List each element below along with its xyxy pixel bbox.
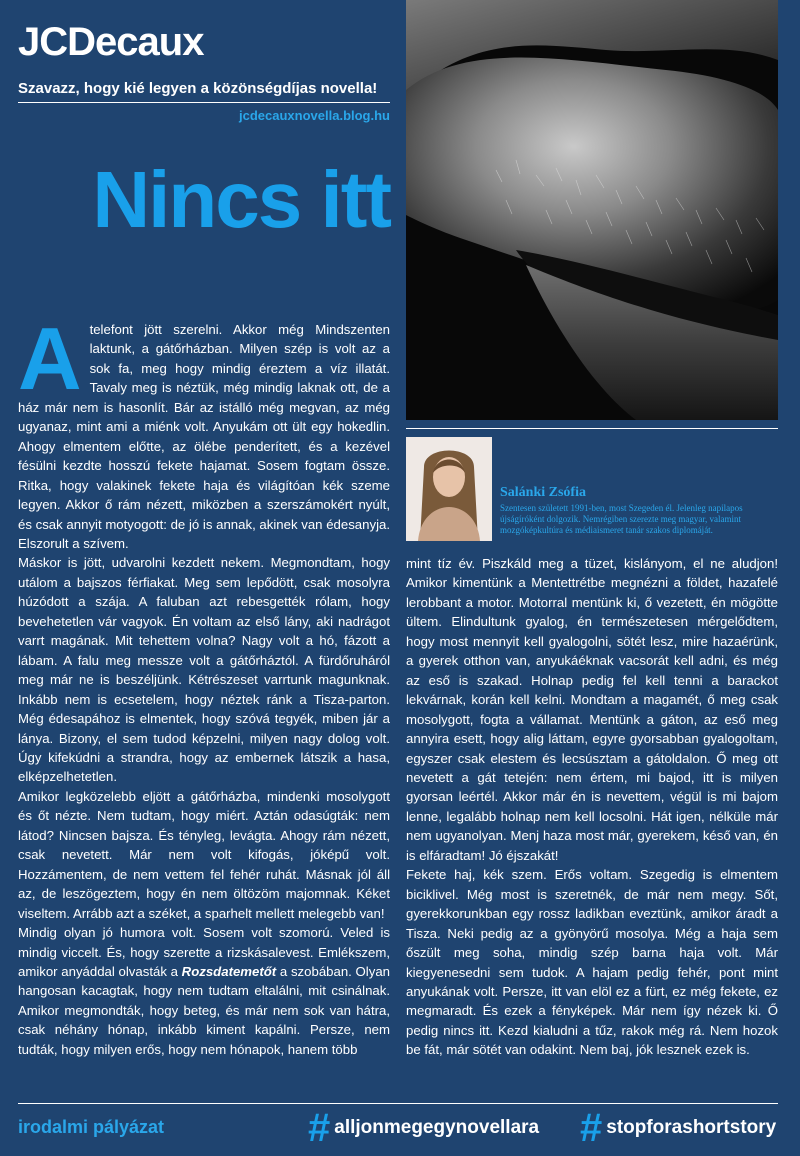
story-paragraph: Fekete haj, kék szem. Erős voltam. Szegedig is elmentem biciklivel. Még most is szeretnék, de már nem megy. Sőt, gyerekkorunkban egy rossz ladikban eveztünk, amikor áradt a Tisza. Neki pedig az a gyönyörű mosolya. Még a haja sem őszült meg soha, mindig szép barna haja volt. Már kiegyenesedni sem tudok. A hajam pedig fehér, pont mint anyukának volt. Persze, itt van elöl ez a fürt, ez még fekete, ez megmaradt. És ezek a fényképek. Már nem így nézek ki. Ő pedig nincs itt. Kezd kialudni a tűz, rakok még rá. Nem hozok be fát, már sötét van odakint. Nem baj, jók lesznek ezek is. bbox=[406, 867, 778, 1058]
author-box bbox=[406, 437, 778, 541]
story-column-left bbox=[18, 309, 390, 1059]
hashtag-text: alljonmegegynovellara bbox=[334, 1117, 540, 1138]
story-text: telefont jött szerelni. Akkor még Mindszenten laktunk, a gátőrházban. Milyen szép is volt az a sok fa, meg hogy mindig éreztem a víz illatát. Tavaly meg is néztük, még mindig laknak ott, de a ház már nem is hasonlít. Bár az istálló még megvan, az még ugyanaz, mint ami a miénk volt. Anyukám ott ült egy hokedlin. Ahogy elmentem előtte, az ölébe penderített, és a kezével fésülni kezdte hosszú fekete hajamat. Sosem fogtam össze. Ritka, hogy valakinek fekete haja és világítóan kék szeme legyen. Akkor ő rám nézett, miközben a szerszámokért nyúlt, és csak annyit motyogott: de jó is annak, akinek van édesanyja. Elszorult a szívem. bbox=[18, 322, 390, 551]
hash-icon: # bbox=[308, 1106, 331, 1150]
hashtag-text: stopforashortstory bbox=[606, 1117, 777, 1138]
author-name: Salánki Zsófia bbox=[500, 485, 586, 500]
story-paragraph: mint tíz év. Piszkáld meg a tüzet, kislányom, el ne aludjon! Amikor kimentünk a Mentettrétbe megnézni a földet, hazafelé lerobbant a motor. Motorral mentünk ki, ő vezetett, én mögötte ültem. Elindultunk gyalog, én természetesen mérgelődtem, hogy most mennyit kell gyalogolni, sötét lesz, mire hazaérünk, a gyerek otthon van, anyukáéknak vacsorát kell adni, és még az eső is szakad. Holnap pedig fel kell tenni a barackot lekvárnak, korán kell kelni. Mondtam a magamét, ő meg csak mosolygott, fogta a vállamat. Mentünk a gáton, az eső meg annyira esett, hogy alig láttam, egyre gyorsabban gyalogoltam, egyszer csak elestem és lecsúsztam a gátoldalon. Ő meg ott nevetett a gát tetején: nem értem, mi bajod, itt is milyen gyorsan leértél. Akkor már én is nevettem, végül is mi bajom lenne, legalább holnap nem kell locsolni. Hát igen, nélküle már nem ugyanolyan. Menj haza most már, gyerekem, késő van, én is elfáradtam! Jó éjszakát! bbox=[406, 556, 778, 863]
story-text: Mindig olyan jó humora volt. Sosem volt szomorú. Veled is mindig viccelt. És, hogy szerette a rizskásalevest. Emlékszem, amikor anyáddal olvasták a bbox=[18, 925, 390, 979]
story-title: Nincs itt bbox=[92, 155, 390, 244]
brand-logo: JCDecaux bbox=[18, 20, 204, 64]
story-text: a szobában. Olyan hangosan kacagtak, hogy nem tudtam eltalálni, mit csinálnak. Amikor megmondták, hogy beteg, és már nem sok van hátra, csak néhány hónap, inkább kiment kapálni. Persze, nem tudták, hogy milyen erős, hogy nem hónapok, hanem több bbox=[18, 963, 390, 1057]
divider bbox=[406, 428, 778, 429]
divider bbox=[18, 102, 390, 103]
story-paragraph: Amikor legközelebb eljött a gátőrházba, mindenki mosolygott és őt nézte. Nem tudtam, hogy miért. Aztán odasúgták: nem látod? Nincsen bajsza. És tényleg, levágta. Ahogy rám nézett, csak nevetett. Már nem volt kifogás, jóképű volt. Hozzámentem, de nem vettem fel fehér ruhát. Másnak jól áll az, de leszögeztem, hogy én nem öltözöm majomnak. Kéket viseltem. Arrább azt a széket, a sparhelt mellett melegebb van! bbox=[18, 788, 390, 921]
hashtag-shortstory[interactable] bbox=[580, 1106, 776, 1150]
story-paragraph bbox=[18, 923, 390, 1059]
story-paragraph bbox=[18, 309, 390, 553]
lips-photo bbox=[406, 0, 778, 420]
blog-link[interactable]: jcdecauxnovella.blog.hu bbox=[239, 108, 390, 123]
drop-cap: A bbox=[18, 309, 82, 408]
hashtag-novella[interactable] bbox=[308, 1106, 539, 1150]
author-bio: Szentesen született 1991-ben, most Szegeden él. Jelenleg napilapos újságíróként dolgozik. Nemrégiben szerezte meg magyar, valamint mozgóképkultúra és médiaismeret tanár szakos diplomáját. bbox=[500, 503, 743, 535]
footer-label: irodalmi pályázat bbox=[18, 1117, 165, 1137]
divider bbox=[18, 1103, 778, 1104]
hash-icon: # bbox=[580, 1106, 603, 1150]
story-paragraph: Máskor is jött, udvarolni kezdett nekem. Megmondtam, hogy utálom a bajszos férfiakat. Meg sem lepődött, csak mosolyra húzódott a szája. A faluban azt rebesgették rólam, hogy bevehetetlen vár vagyok. Én voltam az első lány, aki nadrágot varrt magának. Mit tehettem volna? Nagy volt a hó, fázott a lábam. A falu meg messze volt a gátőrháztól. A fürdőruháról meg már ne is beszéljünk. Kétrészeset varrtunk magunknak. Inkább nem is ecsetelem, hogy néztek ránk a Tisza-parton. Még édesapához is elmentek, hogy szóvá tegyék, miben jár a lánya. Bizony, el sem tudod képzelni, milyen nagy dolog volt. Úgy kifekúdni a strandra, hogy az embernek látszik a hasa, elképzelhetetlen. bbox=[18, 555, 390, 785]
story-column-right bbox=[406, 554, 778, 1060]
book-title: Rozsdatemetőt bbox=[181, 963, 277, 979]
author-portrait bbox=[406, 437, 492, 541]
tagline: Szavazz, hogy kié legyen a közönségdíjas novella! bbox=[18, 80, 378, 97]
